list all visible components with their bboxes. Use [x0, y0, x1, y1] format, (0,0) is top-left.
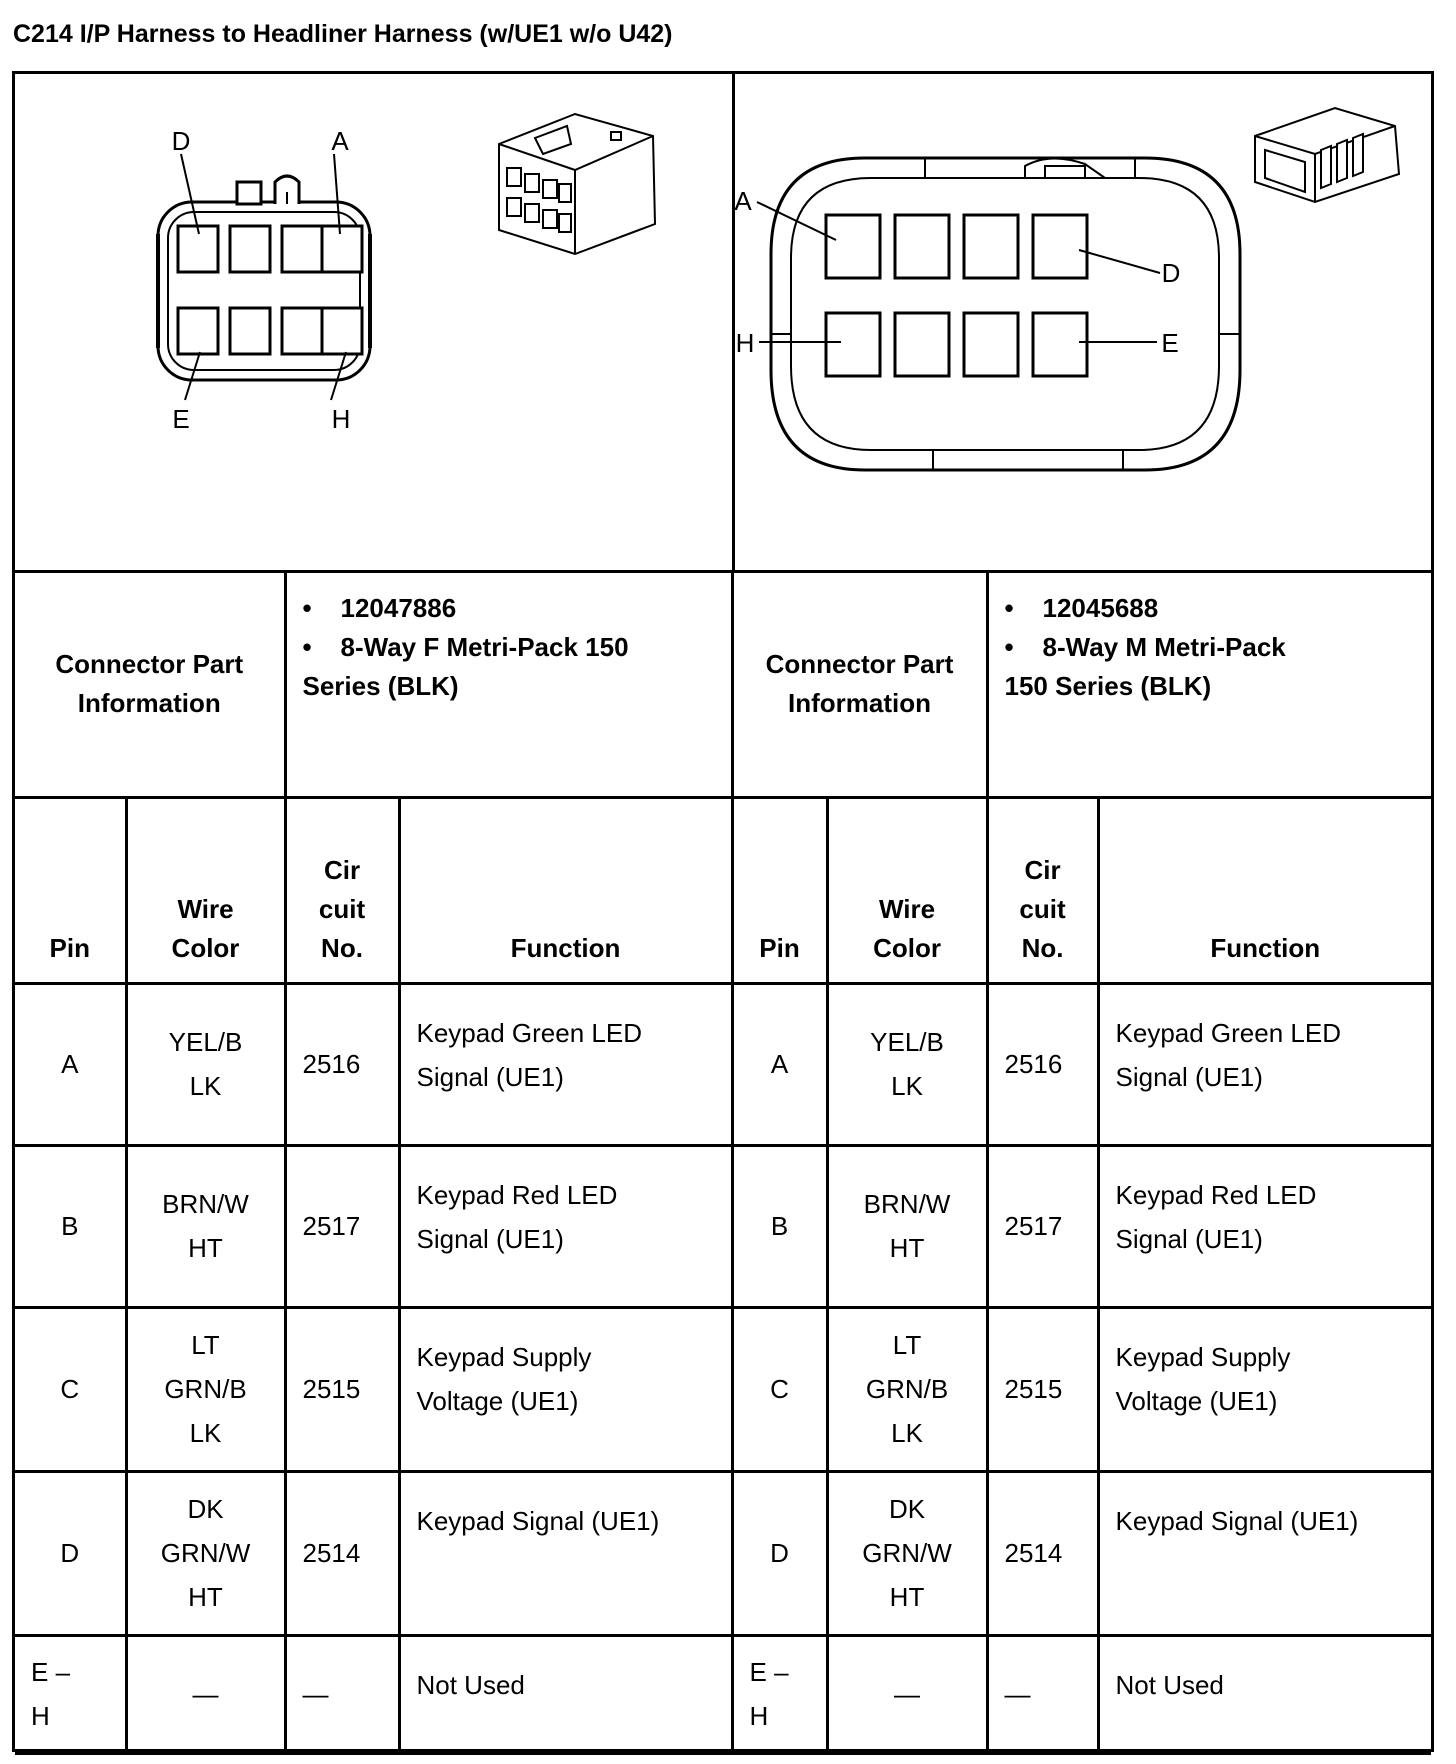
wire-color-cell-line: LK	[189, 1071, 222, 1101]
right-pin-label-top-right: D	[1161, 258, 1181, 288]
header-circuit	[285, 797, 399, 983]
function-cell	[1098, 983, 1431, 1145]
wire-color-cell	[827, 1145, 987, 1307]
right-part-number: • 12045688	[1004, 593, 1159, 623]
table-row	[15, 1635, 1431, 1753]
wire-color-cell-line: GRN/W	[160, 1538, 251, 1568]
circuit-cell: 2515	[987, 1307, 1098, 1471]
pin-cell	[732, 1471, 827, 1635]
header-line: No.	[1021, 932, 1064, 963]
right-leader-lines	[757, 202, 1160, 342]
wire-color-cell-line: LK	[189, 1418, 222, 1448]
header-wire-color	[827, 797, 987, 983]
function-cell-line: Keypad Supply	[1115, 1341, 1291, 1372]
pin-cell-line: C	[60, 1374, 80, 1404]
wire-color-cell-line: GRN/W	[862, 1538, 952, 1568]
wire-color-cell-line: —	[894, 1679, 921, 1709]
function-cell-line: Not Used	[416, 1669, 525, 1700]
right-pin-label-bottom-right: E	[1161, 328, 1179, 358]
circuit-cell: 2515	[285, 1307, 399, 1471]
circuit-cell: 2514	[987, 1471, 1098, 1635]
wire-color-cell	[827, 1635, 987, 1753]
wire-color-cell	[827, 983, 987, 1145]
pin-cell-line: B	[61, 1211, 79, 1241]
pin-cell-line: D	[60, 1538, 80, 1568]
function-cell-line: Keypad Signal (UE1)	[416, 1505, 660, 1536]
left-connector-cavities	[178, 226, 362, 354]
page-title: C214 I/P Harness to Headliner Harness (w/UE1 w/o U42)	[13, 20, 673, 48]
header-line: No.	[321, 932, 363, 963]
table-row	[15, 983, 1431, 1145]
pin-cell	[732, 1307, 827, 1471]
right-part-number-text: 12045688	[1042, 593, 1159, 623]
function-cell	[399, 1145, 732, 1307]
function-cell	[399, 1307, 732, 1471]
wire-color-cell-line: BRN/W	[863, 1189, 951, 1219]
right-part-description: • 8-Way M Metri-Pack	[1004, 632, 1286, 662]
header-line: Color	[171, 932, 240, 963]
wire-color-cell-line: HT	[188, 1582, 223, 1612]
wire-color-cell-line: HT	[188, 1233, 223, 1263]
right-part-description-line: 150 Series (BLK)	[1004, 671, 1212, 701]
function-cell	[1098, 1145, 1431, 1307]
pin-cell-line: H	[31, 1701, 50, 1731]
pin-cell-line: B	[770, 1211, 789, 1241]
pin-cell	[15, 1145, 126, 1307]
wire-color-cell-line: LK	[891, 1071, 923, 1101]
function-cell-line: Voltage (UE1)	[416, 1385, 579, 1416]
pin-cell	[15, 1635, 126, 1753]
wire-color-cell	[126, 1635, 285, 1753]
wire-color-cell-line: YEL/B	[870, 1027, 944, 1057]
header-row	[15, 797, 1431, 983]
connector-diagram-svg	[15, 74, 1431, 570]
function-cell-line: Not Used	[1115, 1669, 1224, 1700]
function-cell-line: Signal (UE1)	[1115, 1223, 1263, 1254]
wire-color-cell-line: GRN/B	[865, 1374, 949, 1404]
header-line: Color	[873, 932, 941, 963]
wire-color-cell	[827, 1471, 987, 1635]
right-pin-label-top-left: A	[734, 186, 752, 216]
pin-rows	[15, 983, 1431, 1753]
left-pin-label-top-left: D	[171, 126, 191, 156]
function-cell-line: Voltage (UE1)	[1115, 1385, 1278, 1416]
wire-color-cell-line: GRN/B	[164, 1374, 247, 1404]
left-connector-iso-icon	[499, 114, 655, 254]
right-part-description-line: 8-Way M Metri-Pack	[1042, 632, 1286, 662]
table-row	[15, 1471, 1431, 1635]
pin-cell-line: E –	[31, 1657, 71, 1687]
right-info-label-line: Information	[788, 688, 932, 719]
function-cell	[1098, 1471, 1431, 1635]
table-row	[15, 1145, 1431, 1307]
header-wire-color	[126, 797, 285, 983]
left-info-label	[15, 573, 285, 797]
left-part-number-text: 12047886	[340, 593, 457, 623]
header-line: Cir	[1024, 854, 1061, 885]
circuit-cell: 2516	[987, 983, 1098, 1145]
table-row	[15, 1307, 1431, 1471]
wire-color-cell	[126, 1307, 285, 1471]
right-pin-label-bottom-left: H	[735, 328, 755, 358]
wire-color-cell-line: LT	[892, 1330, 922, 1360]
right-connector-cavities	[826, 215, 1087, 376]
function-cell	[399, 1635, 732, 1753]
pin-cell-line: A	[61, 1049, 79, 1079]
left-part-number: • 12047886	[302, 593, 457, 623]
circuit-cell: 2517	[285, 1145, 399, 1307]
pin-cell-line: C	[770, 1374, 789, 1404]
wire-color-cell-line: HT	[889, 1233, 925, 1263]
header-line: Cir	[323, 854, 361, 885]
left-part-description-line: Series (BLK)	[302, 671, 459, 701]
connector-diagrams	[15, 74, 1431, 573]
circuit-cell: 2514	[285, 1471, 399, 1635]
left-part-info	[285, 573, 732, 797]
function-cell-line: Keypad Red LED	[1115, 1179, 1317, 1210]
circuit-cell: —	[987, 1635, 1098, 1753]
function-cell-line: Keypad Signal (UE1)	[1115, 1505, 1359, 1536]
pin-cell-line: H	[749, 1701, 769, 1731]
wire-color-cell-line: DK	[187, 1494, 224, 1524]
wire-color-cell	[126, 1145, 285, 1307]
function-cell	[1098, 1307, 1431, 1471]
wire-color-cell	[126, 1471, 285, 1635]
pinout-table	[15, 573, 1431, 1755]
header-line: cuit	[1019, 893, 1066, 924]
header-line: Wire	[878, 893, 936, 924]
pin-cell	[732, 1635, 827, 1753]
circuit-cell: 2516	[285, 983, 399, 1145]
right-part-info	[987, 573, 1431, 797]
left-pin-label-top-right: A	[331, 126, 349, 156]
left-part-description: • 8-Way F Metri-Pack 150	[302, 632, 629, 662]
left-part-description-line: 8-Way F Metri-Pack 150	[340, 632, 629, 662]
right-connector-iso-icon	[1255, 108, 1399, 202]
function-cell-line: Keypad Supply	[416, 1341, 592, 1372]
right-info-label-line: Connector Part	[765, 649, 954, 680]
pin-cell	[732, 1145, 827, 1307]
function-cell	[1098, 1635, 1431, 1753]
wire-color-cell-line: BRN/W	[162, 1189, 249, 1219]
function-cell	[399, 983, 732, 1145]
left-pin-label-bottom-left: E	[172, 404, 190, 434]
function-cell-line: Keypad Green LED	[1115, 1017, 1341, 1048]
pin-cell	[732, 983, 827, 1145]
wire-color-cell-line: DK	[888, 1494, 926, 1524]
right-info-label	[732, 573, 987, 797]
header-pin: Pin	[732, 797, 827, 983]
function-cell-line: Signal (UE1)	[416, 1223, 564, 1254]
pin-cell-line: E –	[749, 1657, 789, 1687]
header-function: Function	[399, 797, 732, 983]
connector-info-row	[15, 573, 1431, 797]
wire-color-cell	[126, 983, 285, 1145]
circuit-cell: —	[285, 1635, 399, 1753]
wire-color-cell-line: LT	[191, 1330, 220, 1360]
function-cell-line: Keypad Green LED	[416, 1017, 642, 1048]
left-leader-lines	[181, 154, 346, 400]
function-cell-line: Signal (UE1)	[416, 1061, 564, 1092]
function-cell-line: Keypad Red LED	[416, 1179, 618, 1210]
left-pin-label-bottom-right: H	[331, 404, 351, 434]
pin-cell-line: A	[770, 1049, 789, 1079]
pin-cell	[15, 983, 126, 1145]
header-line: Wire	[177, 893, 234, 924]
header-function: Function	[1098, 797, 1431, 983]
circuit-cell: 2517	[987, 1145, 1098, 1307]
header-circuit	[987, 797, 1098, 983]
left-info-label-line: Information	[77, 688, 221, 719]
pin-cell	[15, 1307, 126, 1471]
function-cell	[399, 1471, 732, 1635]
wire-color-cell-line: HT	[889, 1582, 925, 1612]
left-info-label-line: Connector Part	[55, 649, 244, 680]
wire-color-cell-line: —	[192, 1679, 219, 1709]
wire-color-cell-line: LK	[891, 1418, 923, 1448]
header-line: cuit	[318, 893, 366, 924]
pin-cell	[15, 1471, 126, 1635]
wire-color-cell	[827, 1307, 987, 1471]
connector-table	[12, 71, 1434, 1752]
function-cell-line: Signal (UE1)	[1115, 1061, 1263, 1092]
pin-cell-line: D	[770, 1538, 789, 1568]
header-pin: Pin	[15, 797, 126, 983]
wire-color-cell-line: YEL/B	[168, 1027, 243, 1057]
